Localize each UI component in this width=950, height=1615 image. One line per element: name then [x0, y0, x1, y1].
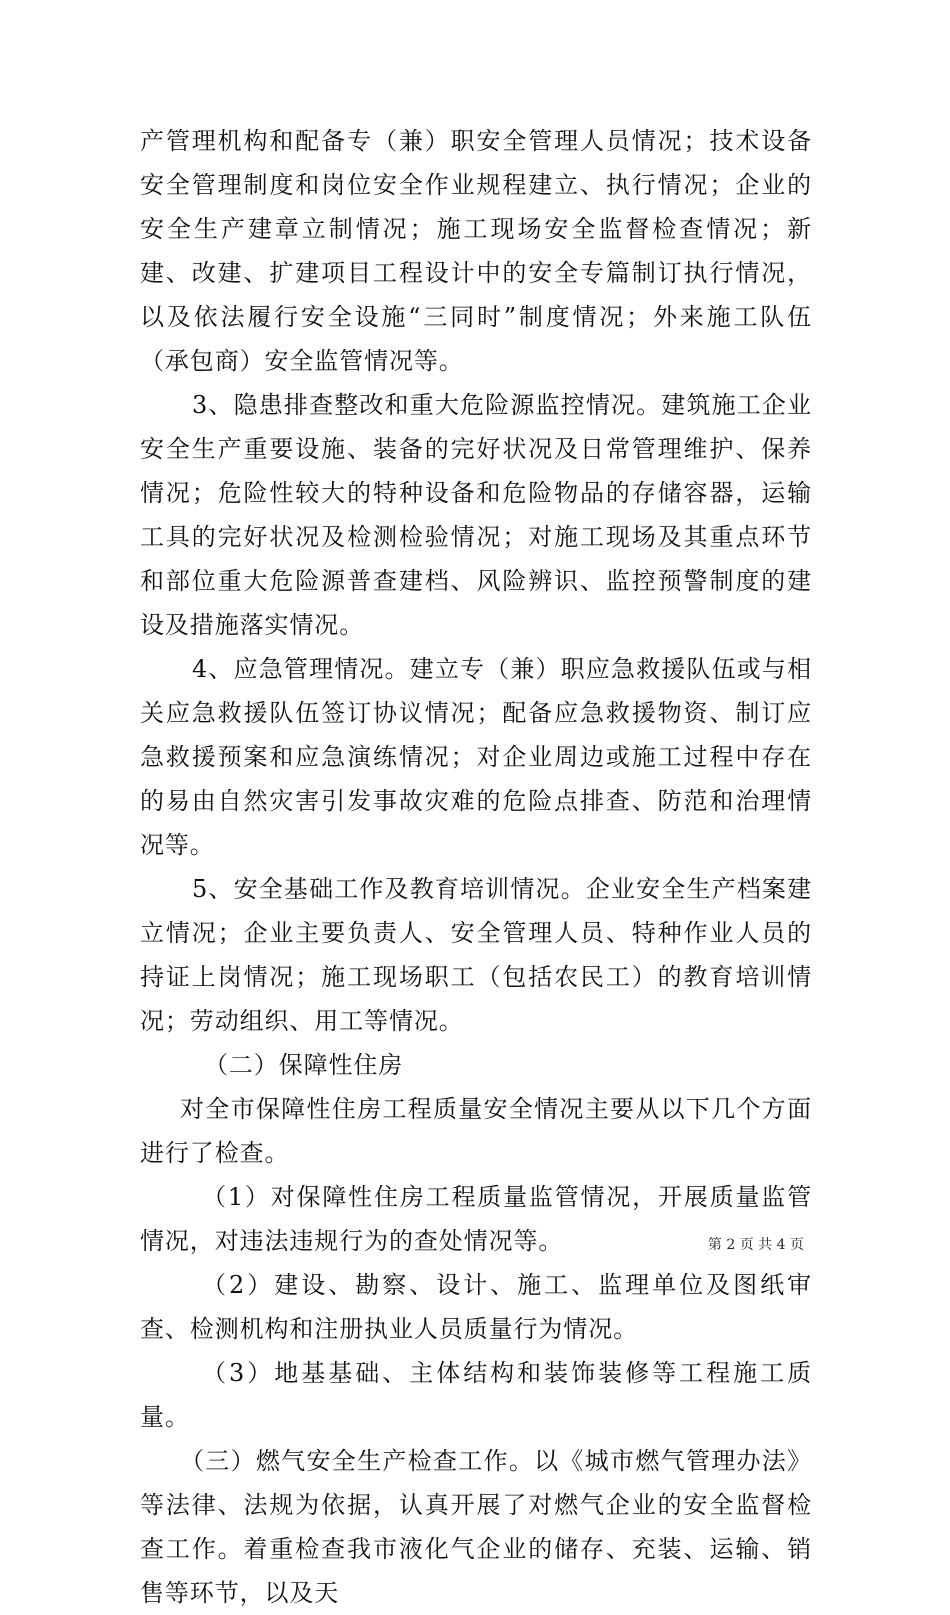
- page-number-footer: 第 2 页 共 4 页: [707, 1237, 804, 1253]
- paragraph-housing-item-3: （3）地基基础、主体结构和装饰装修等工程施工质量。: [140, 1359, 812, 1431]
- paragraph-safety-management-continued: 产管理机构和配备专（兼）职安全管理人员情况；技术设备安全管理制度和岗位安全作业规程建立、执行情况；企业的安全生产建章立制情况；施工现场安全监督检查情况；新建、改建、扩建项目工程设计中的安全专篇制订执行情况，以及依法履行安全设施“三同时”制度情况；外来施工队伍（承包商）安全监管情况等。: [140, 127, 812, 375]
- paragraph-safety-training: 5、安全基础工作及教育培训情况。企业安全生产档案建立情况；企业主要负责人、安全管理人员、特种作业人员的持证上岗情况；施工现场职工（包括农民工）的教育培训情况；劳动组织、用工等情况。: [140, 875, 812, 1035]
- paragraph-housing-item-1: （1）对保障性住房工程质量监管情况，开展质量监管情况，对违法违规行为的查处情况等。: [140, 1183, 812, 1255]
- paragraph-hazard-inspection: 3、隐患排查整改和重大危险源监控情况。建筑施工企业安全生产重要设施、装备的完好状况及日常管理维护、保养情况；危险性较大的特种设备和危险物品的存储容器，运输工具的完好状况及检测检验情况；对施工现场及其重点环节和部位重大危险源普查建档、风险辨识、监控预警制度的建设及措施落实情况。: [140, 391, 812, 639]
- paragraph-gas-safety: （三）燃气安全生产检查工作。以《城市燃气管理办法》等法律、法规为依据，认真开展了对燃气企业的安全监督检查工作。着重检查我市液化气企业的储存、充装、运输、销售等环节，以及天: [140, 1447, 812, 1607]
- paragraph-housing-item-2: （2）建设、勘察、设计、施工、监理单位及图纸审查、检测机构和注册执业人员质量行为情况。: [140, 1271, 812, 1343]
- document-body: [140, 119, 812, 1615]
- paragraph-housing-intro: 对全市保障性住房工程质量安全情况主要从以下几个方面进行了检查。: [140, 1095, 812, 1167]
- section-heading-affordable-housing: （二）保障性住房: [204, 1051, 404, 1079]
- paragraph-emergency-management: 4、应急管理情况。建立专（兼）职应急救援队伍或与相关应急救援队伍签订协议情况；配备应急救援物资、制订应急救援预案和应急演练情况；对企业周边或施工过程中存在的易由自然灾害引发事故灾难的危险点排查、防范和治理情况等。: [140, 655, 812, 859]
